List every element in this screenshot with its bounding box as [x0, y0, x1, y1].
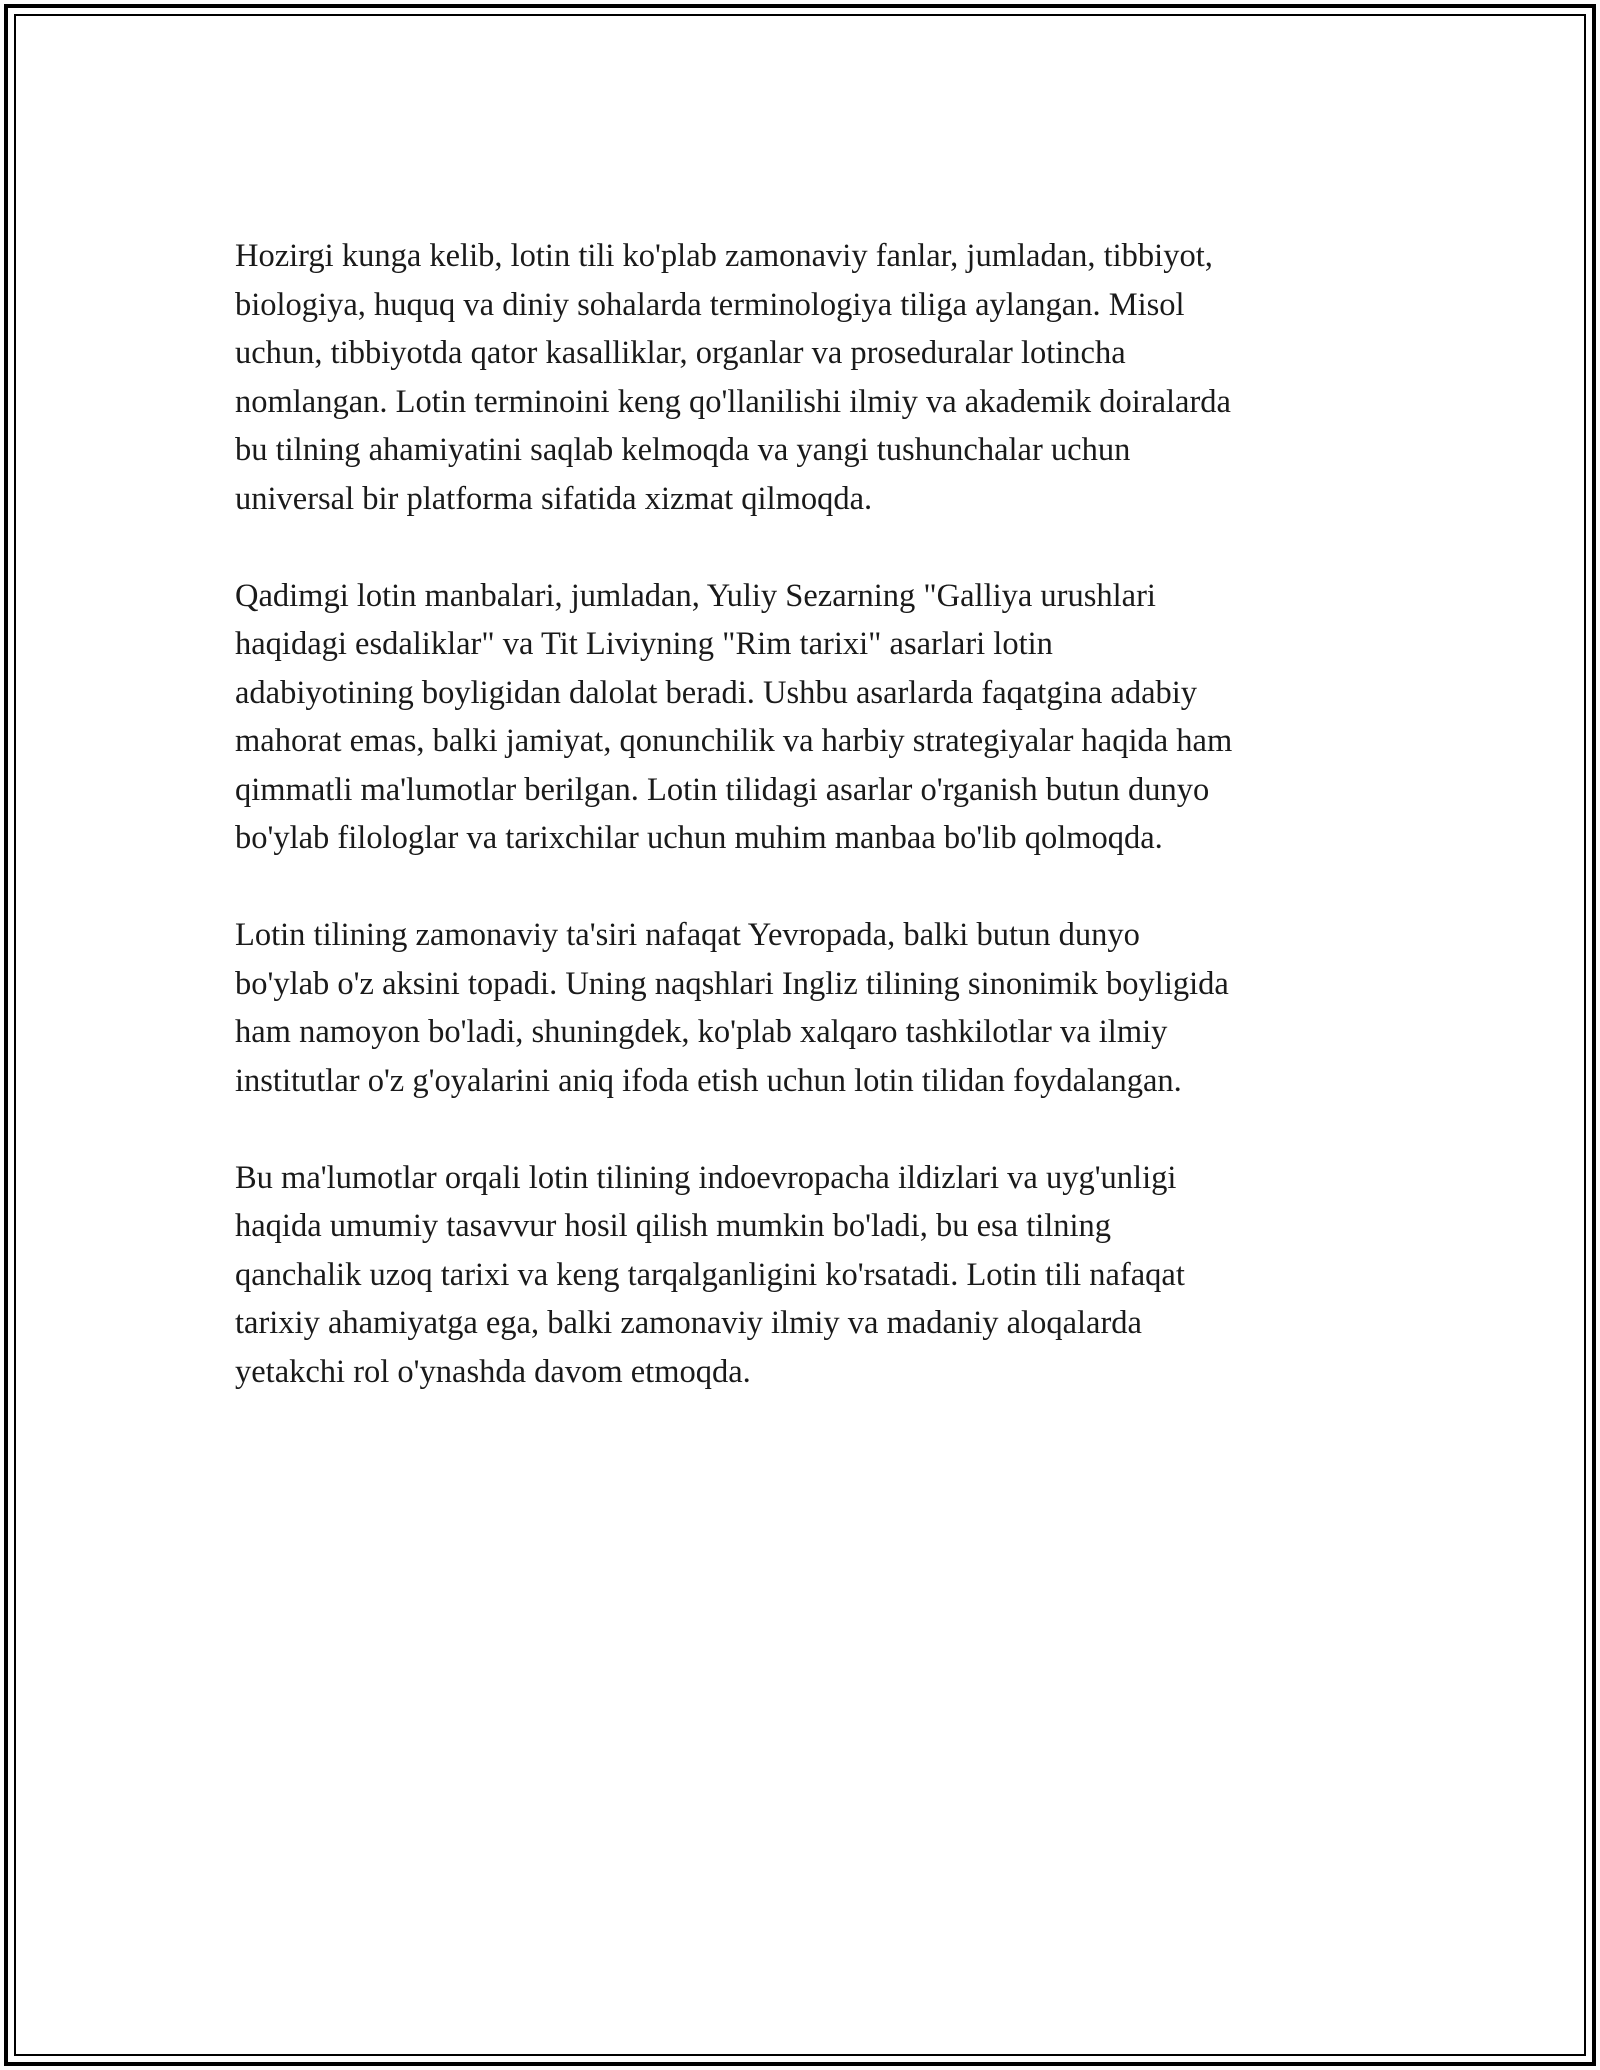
paragraph-2: Qadimgi lotin manbalari, jumladan, Yuliy Sezarning "Galliya urushlari haqidagi esdaliklar" va Tit Liviyning "Rim tarixi" asarlari lotin adabiyotining boyligidan dalolat beradi. Ushbu asarlarda faqatgina adabiy mahorat emas, balki jamiyat, qonunchilik va harbiy strategiyalar haqida ham qimmatli ma'lumotlar berilgan. Lotin tilidagi asarlar o'rganish butun dunyo bo'ylab filologlar va tarixchilar uchun muhim manbaa bo'lib qolmoqda. — [235, 577, 1233, 856]
document-body — [235, 232, 1385, 1445]
paragraph-1: Hozirgi kunga kelib, lotin tili ko'plab zamonaviy fanlar, jumladan, tibbiyot, biologiya, huquq va diniy sohalarda terminologiya tiliga aylangan. Misol uchun, tibbiyotda qator kasalliklar, organlar va proseduralar lotincha nomlangan. Lotin terminoini keng qo'llanilishi ilmiy va akademik doiralarda bu tilning ahamiyatini saqlab kelmoqda va yangi tushunchalar uchun universal bir platforma sifatida xizmat qilmoqda. — [235, 238, 1231, 517]
paragraph-3: Lotin tilining zamonaviy ta'siri nafaqat Yevropada, balki butun dunyo bo'ylab o'z aksini topadi. Uning naqshlari Ingliz tilining sinonimik boyligida ham namoyon bo'ladi, shuningdek, ko'plab xalqaro tashkilotlar va ilmiy institutlar o'z g'oyalarini aniq ifoda etish uchun lotin tilidan foydalangan. — [235, 917, 1229, 1099]
paragraph-4: Bu ma'lumotlar orqali lotin tilining indoevropacha ildizlari va uyg'unligi haqida umumiy tasavvur hosil qilish mumkin bo'ladi, bu esa tilning qanchalik uzoq tarixi va keng tarqalganligini ko'rsatadi. Lotin tili nafaqat tarixiy ahamiyatga ega, balki zamonaviy ilmiy va madaniy aloqalarda yetakchi rol o'ynashda davom etmoqda. — [235, 1159, 1185, 1390]
